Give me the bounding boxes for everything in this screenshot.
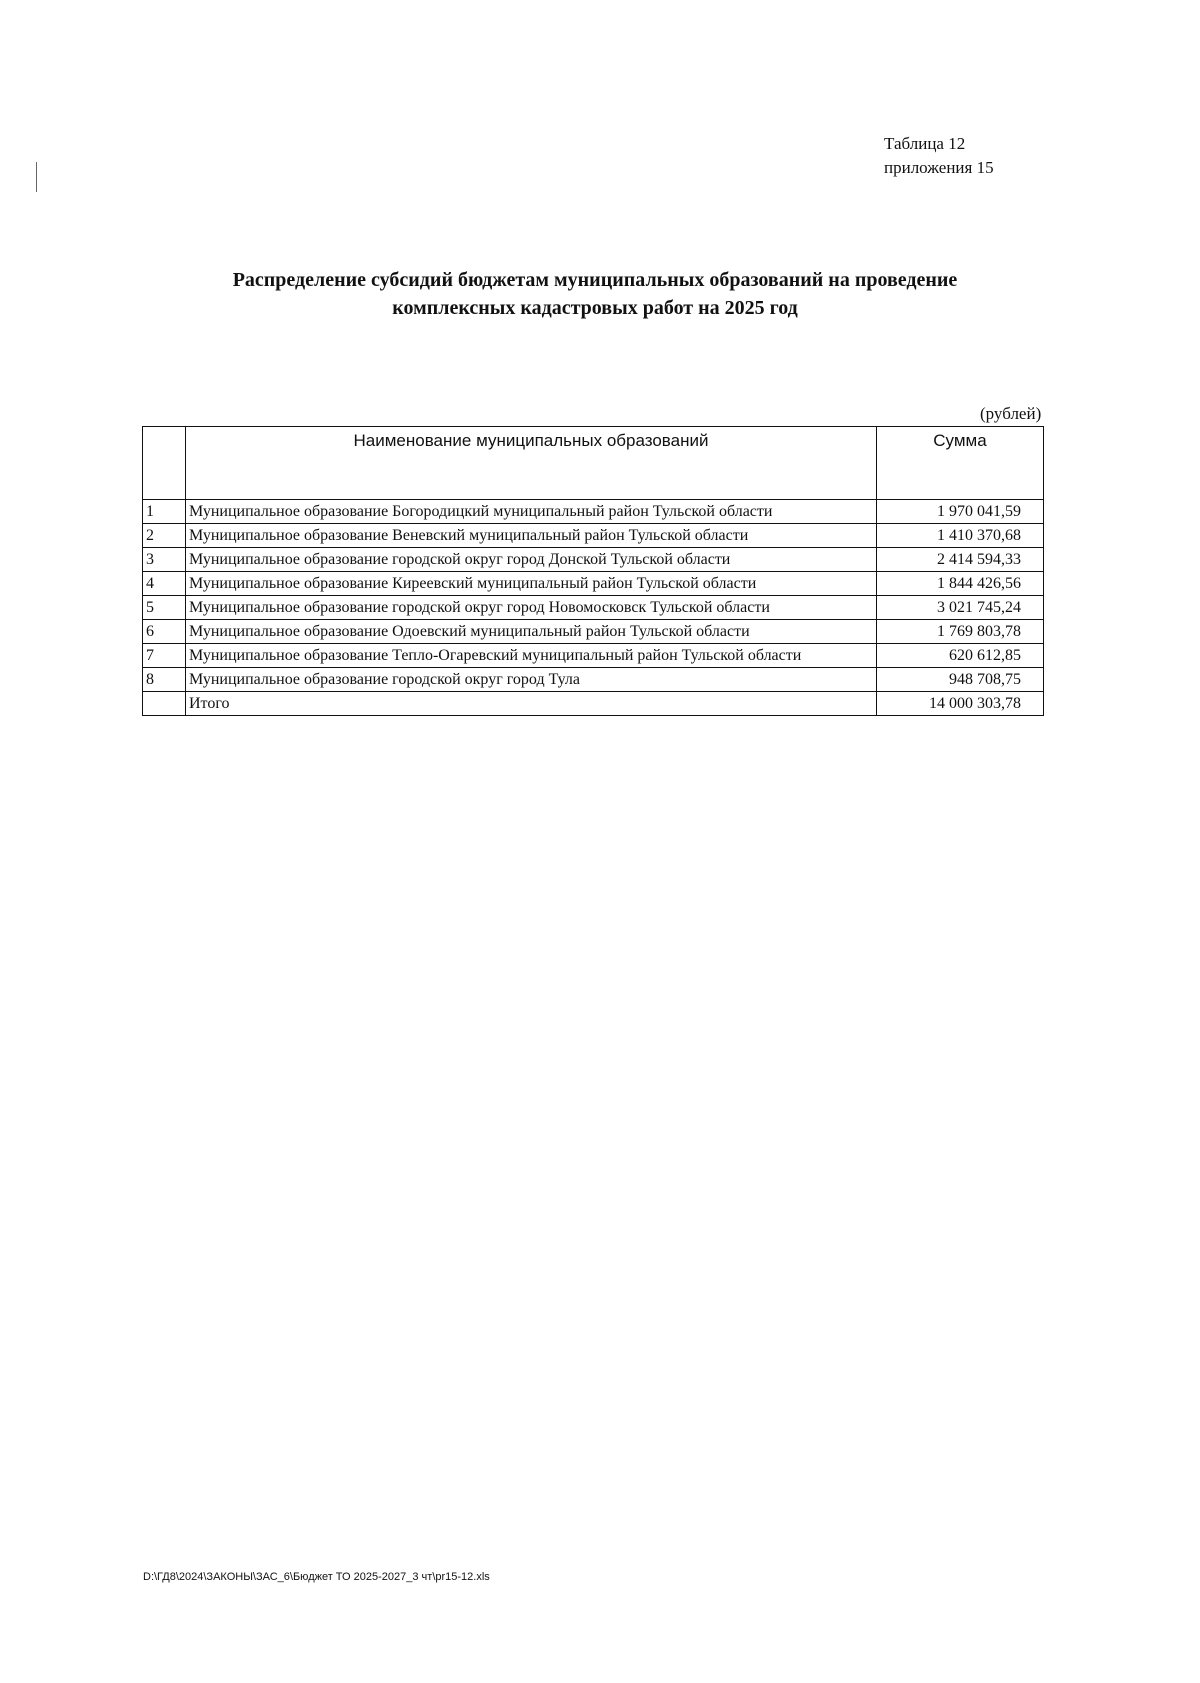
row-number: 1 bbox=[143, 500, 186, 524]
margin-mark bbox=[36, 162, 37, 192]
row-name: Муниципальное образование городской округ город Тула bbox=[186, 668, 877, 692]
table-reference bbox=[884, 132, 994, 180]
title-line-1: Распределение субсидий бюджетам муниципальных образований на проведение bbox=[232, 269, 958, 291]
row-name: Муниципальное образование Веневский муниципальный район Тульской области bbox=[186, 524, 877, 548]
row-name: Муниципальное образование Тепло-Огаревский муниципальный район Тульской области bbox=[186, 644, 877, 668]
table-row bbox=[143, 572, 1044, 596]
row-sum: 620 612,85 bbox=[877, 644, 1044, 668]
row-sum: 1 844 426,56 bbox=[877, 572, 1044, 596]
row-name: Муниципальное образование Киреевский муниципальный район Тульской области bbox=[186, 572, 877, 596]
total-label: Итого bbox=[186, 692, 877, 716]
title-line-2: комплексных кадастровых работ на 2025 год bbox=[392, 297, 798, 319]
row-number: 5 bbox=[143, 596, 186, 620]
row-name: Муниципальное образование городской округ город Новомосковск Тульской области bbox=[186, 596, 877, 620]
document-title bbox=[150, 266, 1040, 322]
table-row bbox=[143, 668, 1044, 692]
row-sum: 1 769 803,78 bbox=[877, 620, 1044, 644]
row-name: Муниципальное образование Богородицкий муниципальный район Тульской области bbox=[186, 500, 877, 524]
row-number: 2 bbox=[143, 524, 186, 548]
table-row bbox=[143, 524, 1044, 548]
row-number: 7 bbox=[143, 644, 186, 668]
row-sum: 3 021 745,24 bbox=[877, 596, 1044, 620]
table-row bbox=[143, 620, 1044, 644]
table-row bbox=[143, 500, 1044, 524]
table-row bbox=[143, 548, 1044, 572]
unit-label: (рублей) bbox=[980, 404, 1042, 423]
total-row bbox=[143, 692, 1044, 716]
row-sum: 1 970 041,59 bbox=[877, 500, 1044, 524]
table-row bbox=[143, 644, 1044, 668]
row-name: Муниципальное образование городской округ город Донской Тульской области bbox=[186, 548, 877, 572]
file-path-footer: D:\ГД8\2024\ЗАКОНЫ\ЗАС_6\Бюджет ТО 2025-2027_3 чт\pr15-12.xls bbox=[143, 1571, 490, 1583]
row-number: 4 bbox=[143, 572, 186, 596]
total-number bbox=[143, 692, 186, 716]
table-number: Таблица 12 bbox=[884, 134, 966, 153]
row-name: Муниципальное образование Одоевский муниципальный район Тульской области bbox=[186, 620, 877, 644]
row-sum: 1 410 370,68 bbox=[877, 524, 1044, 548]
row-number: 3 bbox=[143, 548, 186, 572]
row-number: 6 bbox=[143, 620, 186, 644]
row-sum: 2 414 594,33 bbox=[877, 548, 1044, 572]
row-number: 8 bbox=[143, 668, 186, 692]
table-row bbox=[143, 596, 1044, 620]
total-sum: 14 000 303,78 bbox=[877, 692, 1044, 716]
table-header-row bbox=[143, 427, 1044, 500]
subsidy-table bbox=[142, 426, 1044, 716]
header-name: Наименование муниципальных образований bbox=[186, 427, 877, 500]
row-sum: 948 708,75 bbox=[877, 668, 1044, 692]
appendix-number: приложения 15 bbox=[884, 158, 994, 177]
header-sum: Сумма bbox=[877, 427, 1044, 500]
header-number bbox=[143, 427, 186, 500]
